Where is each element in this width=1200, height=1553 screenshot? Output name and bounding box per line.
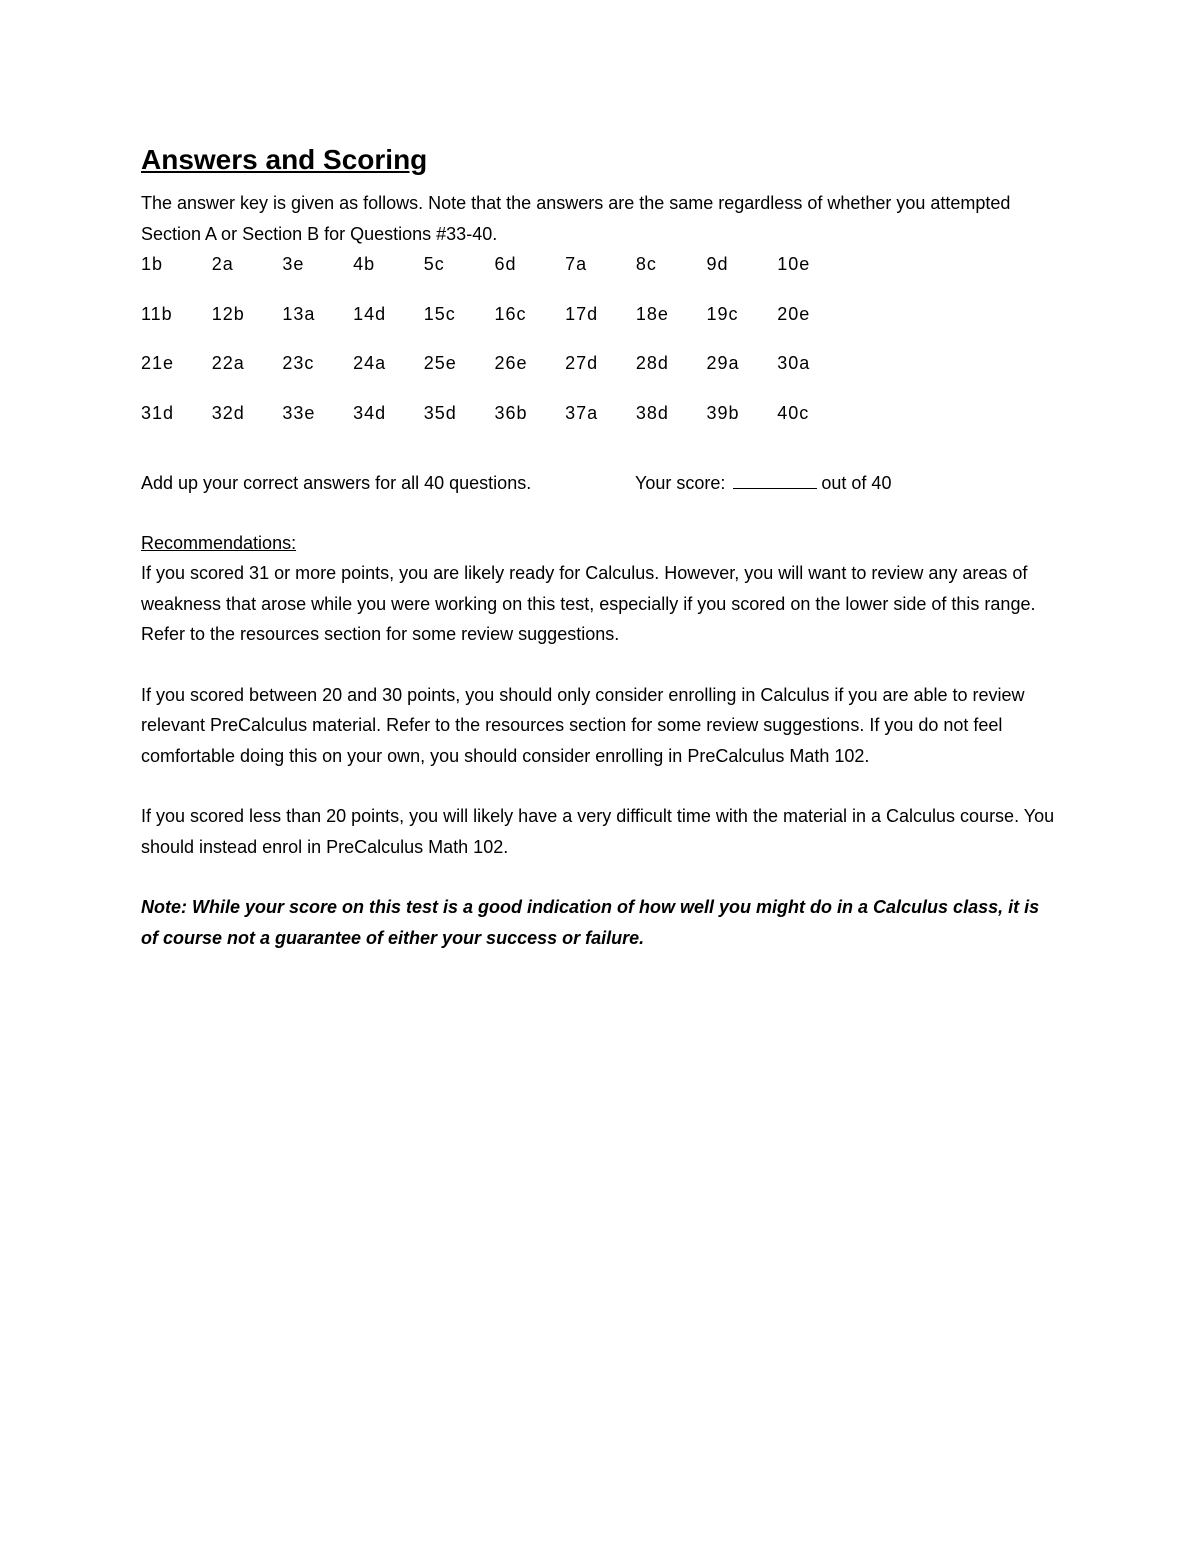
answer-cell: 36b	[494, 402, 528, 423]
answer-cell: 17d	[565, 303, 599, 324]
answer-cell: 35d	[423, 402, 457, 423]
answer-cell: 40c	[777, 402, 810, 423]
answer-cell: 19c	[706, 303, 739, 324]
answer-cell: 11b	[141, 303, 173, 324]
answer-cell: 31d	[141, 402, 175, 423]
answer-cell: 34d	[353, 402, 387, 423]
recommendation-paragraph: If you scored 31 or more points, you are likely ready for Calculus. However, you will want to review any areas of weakness that arose while you were working on this test, especially if you scored on the lower side of this range. Refer to the resources section for some review suggestions.	[141, 563, 1036, 644]
answer-cell: 30a	[777, 353, 811, 373]
answer-cell: 8c	[635, 254, 657, 274]
answer-cell: 14d	[353, 303, 387, 324]
score-line	[141, 468, 1061, 498]
score-entry	[635, 468, 891, 498]
answer-row	[141, 348, 1061, 398]
answer-cell: 28d	[635, 353, 669, 373]
answer-cell: 23c	[282, 353, 315, 373]
answer-cell: 3e	[282, 254, 305, 274]
note-paragraph: Note: While your score on this test is a good indication of how well you might do in a Calculus class, it is of course not a guarantee of either your success or failure.	[141, 897, 1040, 948]
answer-cell: 2a	[211, 254, 234, 274]
answer-cell: 33e	[282, 402, 316, 423]
page-title: Answers and Scoring	[141, 144, 428, 175]
answer-cell: 12b	[211, 303, 245, 324]
answer-cell: 5c	[423, 254, 445, 274]
answer-cell: 4b	[353, 254, 376, 274]
answer-row	[141, 398, 1061, 448]
answer-cell: 37a	[565, 402, 599, 423]
answer-cell: 25e	[423, 353, 457, 373]
answer-cell: 27d	[565, 353, 599, 373]
answer-cell: 32d	[211, 402, 245, 423]
answer-cell: 24a	[353, 353, 387, 373]
intro-paragraph: The answer key is given as follows. Note that the answers are the same regardless of whether you attempted Section A or Section B for Questions #33-40.	[141, 193, 1011, 244]
recommendation-paragraph: If you scored between 20 and 30 points, you should only consider enrolling in Calculus if you are able to review relevant PreCalculus material. Refer to the resources section for some review suggestions. If you do not feel comfortable doing this on your own, you should consider enrolling in PreCalculus Math 102.	[141, 684, 1025, 766]
answer-cell: 13a	[282, 303, 316, 324]
answer-cell: 1b	[141, 254, 164, 274]
recommendation-paragraph: If you scored less than 20 points, you will likely have a very difficult time with the material in a Calculus course. You should instead enrol in PreCalculus Math 102.	[141, 806, 1055, 857]
answer-cell: 26e	[494, 353, 528, 373]
answer-cell: 29a	[706, 353, 740, 373]
answer-cell: 39b	[706, 402, 740, 423]
recommendations-heading: Recommendations:	[141, 533, 297, 553]
answer-cell: 16c	[494, 303, 527, 324]
score-blank	[733, 468, 817, 489]
answer-cell: 9d	[706, 254, 729, 274]
score-suffix: out of 40	[821, 473, 892, 493]
answer-cell: 18e	[635, 303, 669, 324]
answer-cell: 38d	[635, 402, 669, 423]
answer-row	[141, 299, 1061, 349]
score-label: Your score:	[635, 473, 726, 493]
answer-cell: 21e	[141, 353, 175, 373]
answer-cell: 7a	[565, 254, 588, 274]
answers-page	[141, 140, 1061, 953]
answer-cell: 20e	[777, 303, 811, 324]
score-instruction: Add up your correct answers for all 40 questions.	[141, 473, 532, 493]
answer-key-grid	[141, 249, 1061, 447]
answer-cell: 6d	[494, 254, 517, 274]
answer-cell: 22a	[211, 353, 245, 373]
answer-row	[141, 249, 1061, 299]
answer-cell: 10e	[777, 254, 811, 274]
answer-cell: 15c	[423, 303, 456, 324]
